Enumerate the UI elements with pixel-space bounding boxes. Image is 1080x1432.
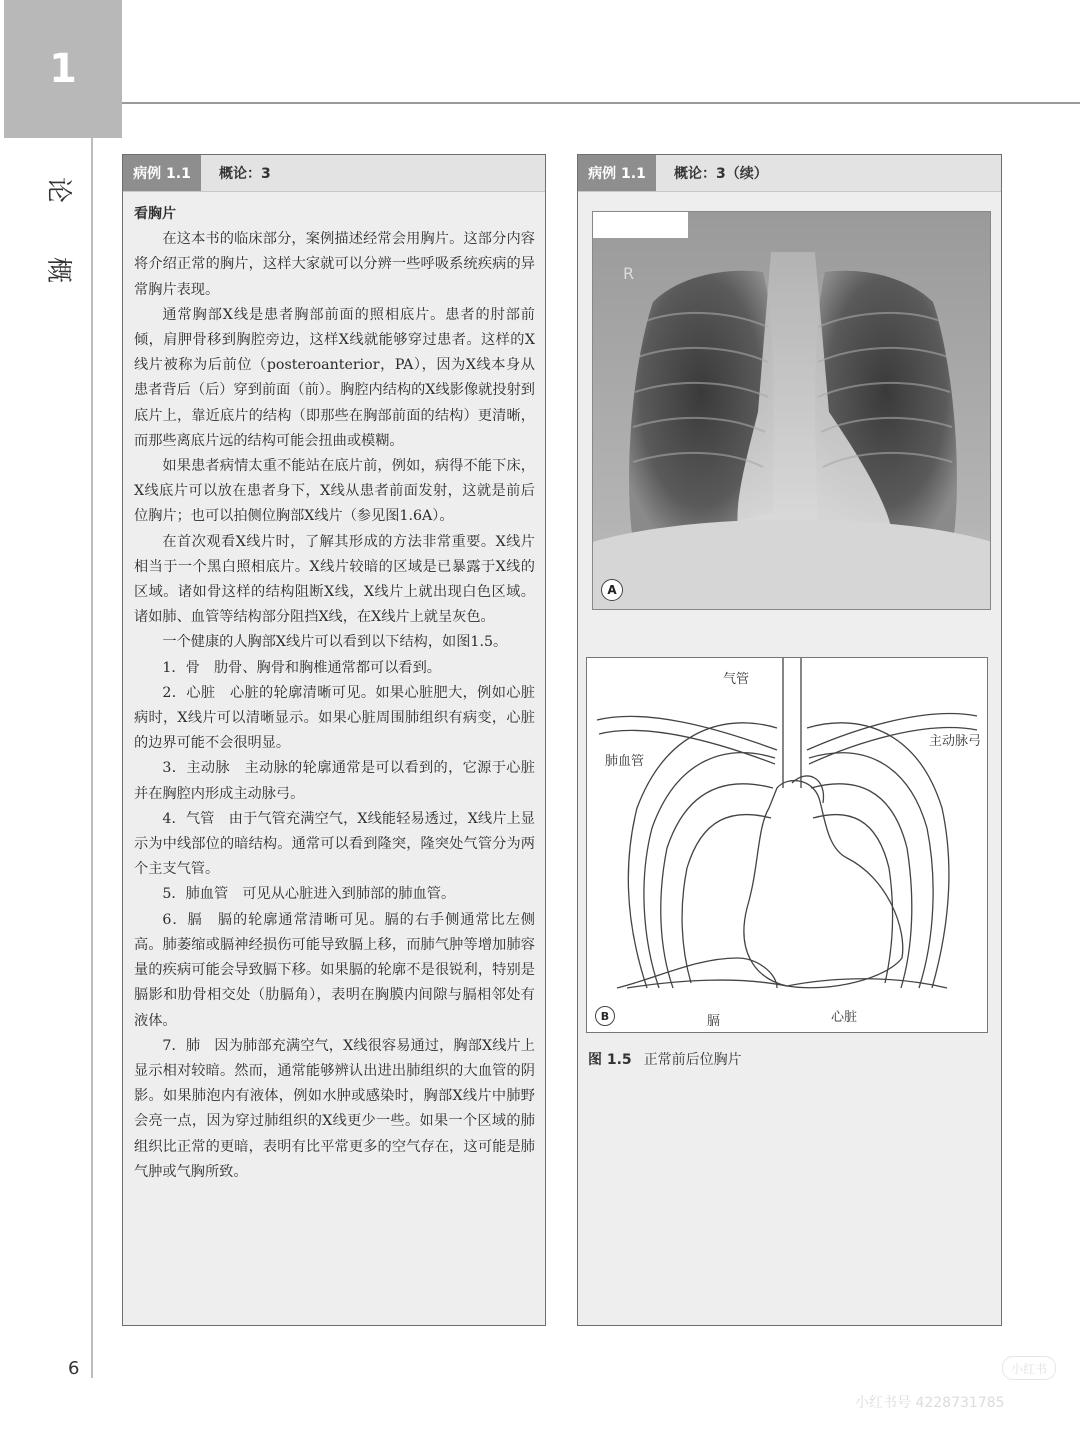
figure-caption: [588, 1049, 742, 1069]
list-item: 1．骨 肋骨、胸骨和胸椎通常都可以看到。: [162, 659, 441, 676]
chapter-title-char-0: 概: [43, 256, 73, 283]
paragraph: 一个健康的人胸部X线片可以看到以下结构，如图1.5。: [162, 634, 508, 651]
section-heading: 看胸片: [134, 206, 176, 222]
case-tag: 病例 1.1: [578, 155, 656, 191]
panel-label-a: A: [601, 579, 623, 601]
label-pulmonary-vessels: 肺血管: [605, 754, 645, 769]
paragraph: 在首次观看X线片时，了解其形成的方法非常重要。X线片相当于一个黑白照相底片。X线片较暗的区域是已暴露于X线的区域。诸如骨这样的结构阻断X线，X线片上就出现白色区域。诸如肺、血管等结构部分阻挡X线，在X线片上就呈灰色。: [134, 533, 535, 626]
chapter-title-vertical: [38, 150, 78, 310]
case-tag: 病例 1.1: [123, 155, 201, 191]
watermark-logo: 小红书: [1002, 1356, 1056, 1380]
chapter-number: 1: [49, 46, 77, 92]
xray-corner-mask: [593, 212, 688, 238]
list-item: 5．肺血管 可见从心脏进入到肺部的肺血管。: [162, 886, 456, 903]
label-aortic-arch: 主动脉弓: [929, 734, 982, 749]
case-box-header: [578, 155, 1001, 192]
header-rule: [122, 102, 1080, 104]
chapter-number-tab: [4, 0, 122, 138]
paragraph: 通常胸部X线是患者胸部前面的照相底片。患者的肘部前倾，肩胛骨移到胸腔旁边，这样X线就能够穿过患者。这样的X线片被称为后前位（posteroanterior，PA），因为X线本身从患者背后（后）穿到前面（前）。胸腔内结构的X线影像就投射到底片上，靠近底片的结构（即那些在胸部前面的结构）更清晰，而那些离底片远的结构可能会扭曲或模糊。: [134, 306, 535, 449]
case-box-header: [123, 155, 545, 192]
figure-caption-text: 正常前后位胸片: [643, 1052, 742, 1068]
figure-number: 图 1.5: [588, 1052, 632, 1068]
label-diaphragm: 膈: [707, 1014, 721, 1029]
paragraph: 在这本书的临床部分，案例描述经常会用胸片。这部分内容将介绍正常的胸片，这样大家就可以分辨一些呼吸系统疾病的异常胸片表现。: [134, 231, 535, 298]
label-heart: 心脏: [831, 1010, 858, 1025]
list-item: 3．主动脉 主动脉的轮廓通常是可以看到的，它源于心脏并在胸腔内形成主动脉弓。: [134, 760, 535, 802]
list-item: 6．膈 膈的轮廓通常清晰可见。膈的右手侧通常比左侧高。肺萎缩或膈神经损伤可能导致膈上移，而肺气肿等增加肺容量的疾病可能会导致膈下移。如果膈的轮廓不是很锐利，特别是膈影和肋骨相交处（肋膈角），表明在胸膜内间隙与膈相邻处有液体。: [134, 911, 535, 1029]
label-trachea: 气管: [723, 672, 750, 687]
case-topic: 概论：3: [219, 166, 271, 182]
xray-side-marker: R: [623, 264, 635, 283]
list-item: 7．肺 因为肺部充满空气，X线很容易通过，胸部X线片上显示相对较暗。然而，通常能够辨认出进出肺组织的大血管的阴影。如果肺泡内有液体，例如水肿或感染时，胸部X线片中肺野会亮一点，因为穿过肺组织的X线更少一些。如果一个区域的肺组织比正常的更暗，表明有比平常更多的空气存在，这可能是肺气肿或气胸所致。: [134, 1037, 535, 1180]
case-box-right: [577, 154, 1002, 1326]
rib-cage-line-drawing: [587, 658, 987, 1032]
paragraph: 如果患者病情太重不能站在底片前，例如，病得不能下床，X线底片可以放在患者身下，X线从患者前面发射，这就是前后位胸片；也可以拍侧位胸部X线片（参见图1.6A）。: [134, 458, 535, 525]
list-item: 4．气管 由于气管充满空气，X线能轻易透过，X线片上显示为中线部位的暗结构。通常可以看到隆突，隆突处气管分为两个主支气管。: [134, 810, 535, 878]
list-item: 2．心脏 心脏的轮廓清晰可见。如果心脏肥大，例如心脏病时，X线片可以清晰显示。如果心脏周围肺组织有病变，心脏的边界可能不会很明显。: [134, 684, 535, 752]
watermark-text: 小红书号 4228731785: [855, 1395, 1005, 1411]
chest-xray-drawing: [593, 212, 991, 610]
case-box-left: [122, 154, 546, 1326]
case-box-body: [123, 192, 545, 1185]
side-rule: [91, 138, 93, 1378]
chest-xray-image: [592, 211, 991, 610]
chest-anatomy-diagram: [586, 657, 988, 1033]
chapter-title-char-1: 论: [43, 176, 73, 203]
page-number: 6: [68, 1358, 80, 1379]
panel-label-b: B: [595, 1006, 615, 1026]
case-topic: 概论：3（续）: [674, 166, 768, 182]
